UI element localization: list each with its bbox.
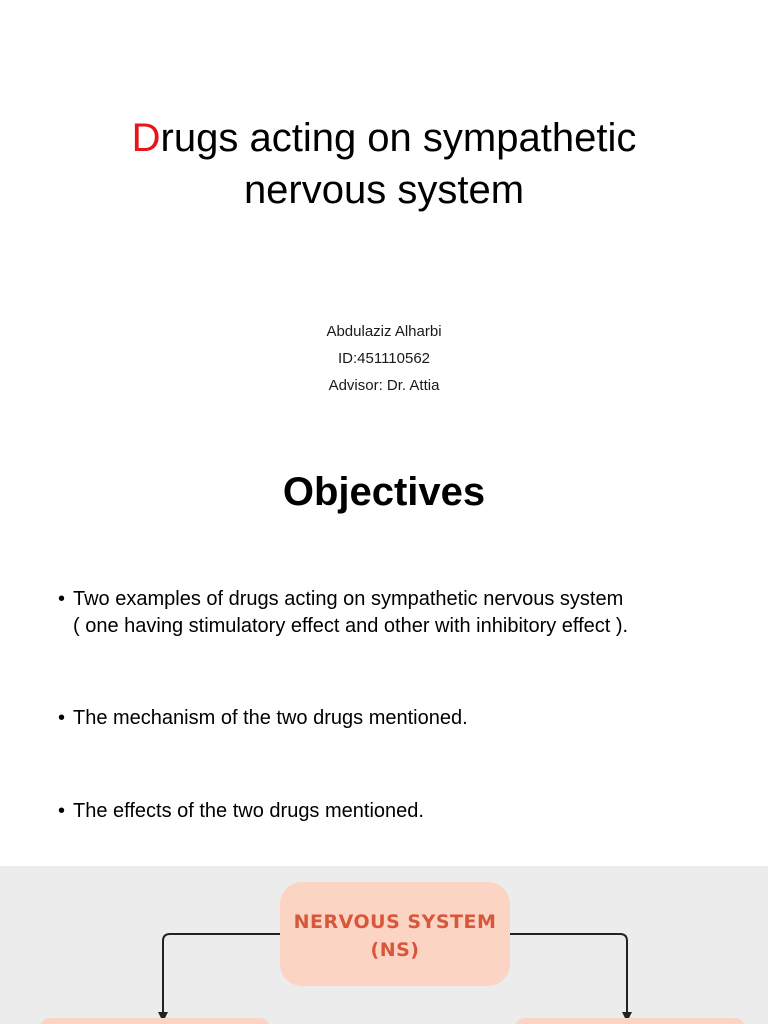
connector-left <box>163 934 280 1014</box>
nervous-system-box <box>280 882 510 986</box>
connector-right <box>510 934 627 1014</box>
diagram-slide <box>0 866 768 1024</box>
child-box-left <box>40 1018 270 1024</box>
objective-item-1 <box>58 586 738 640</box>
objective-text-line-2: ( one having stimulatory effect and other with inhibitory effect ). <box>73 615 629 637</box>
advisor-name: Advisor: Dr. Attia <box>328 377 440 394</box>
title-line-2: nervous system <box>243 168 525 212</box>
objective-text: The mechanism of the two drugs mentioned. <box>73 707 468 729</box>
presentation-title <box>40 112 728 216</box>
student-id: ID:451110562 <box>337 350 431 367</box>
title-line-1-rest: rugs acting on sympathetic <box>160 116 637 160</box>
objective-text-line-1: Two examples of drugs acting on sympathetic nervous system <box>73 588 624 610</box>
objectives-heading: Objectives <box>282 470 486 514</box>
title-slide <box>0 0 768 430</box>
bullet-icon: • <box>58 800 66 822</box>
ns-box-label: NERVOUS SYSTEM <box>293 911 497 933</box>
author-name: Abdulaziz Alharbi <box>326 323 442 340</box>
bullet-icon: • <box>58 588 66 610</box>
objective-item-2 <box>58 705 738 732</box>
objectives-slide <box>0 430 768 866</box>
child-box-right <box>515 1018 745 1024</box>
author-info <box>0 318 768 399</box>
ns-box-abbrev: (NS) <box>370 939 420 961</box>
objective-text: The effects of the two drugs mentioned. <box>73 800 424 822</box>
bullet-icon: • <box>58 707 66 729</box>
title-first-letter: D <box>131 116 161 160</box>
objective-item-3 <box>58 798 738 825</box>
